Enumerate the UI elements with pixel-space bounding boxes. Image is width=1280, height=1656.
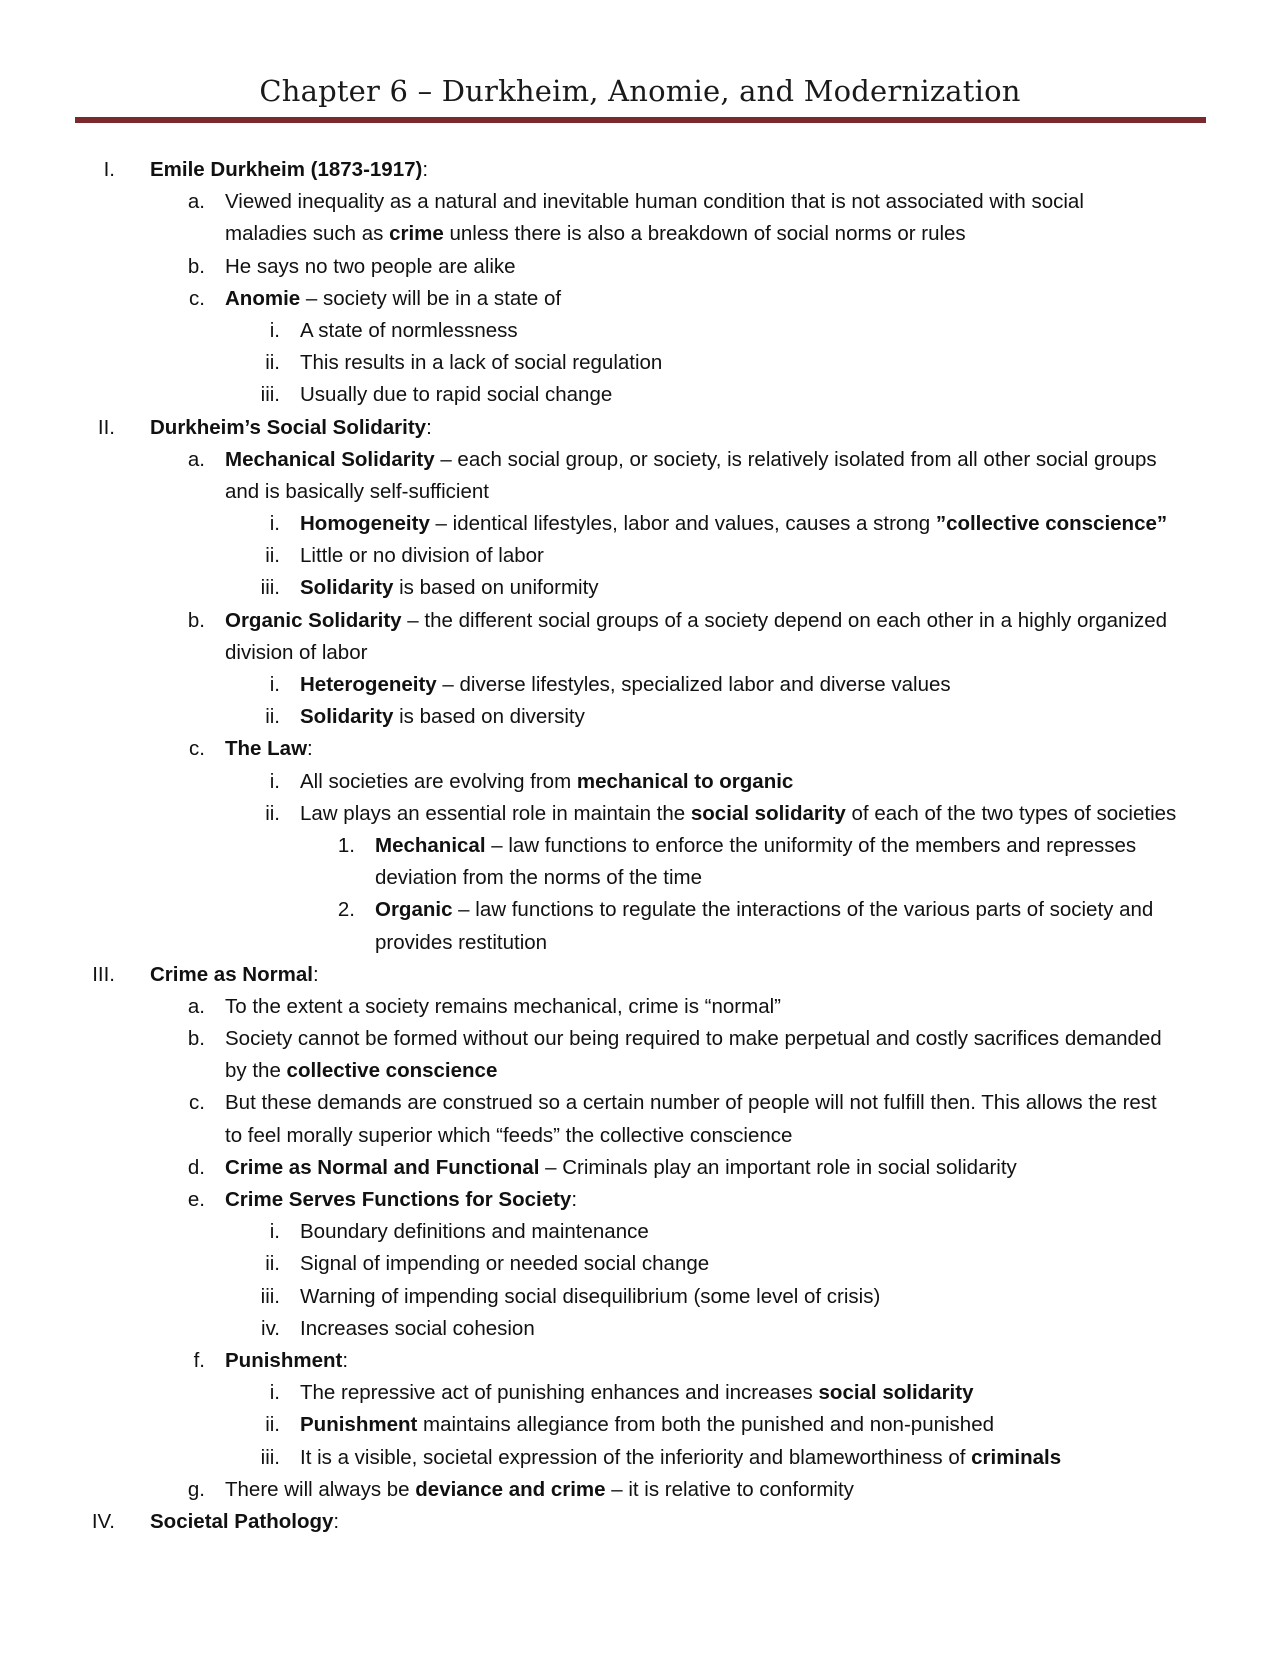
outline-marker: c. (189, 737, 205, 761)
text-run: : (307, 737, 313, 761)
text-run: – Criminals play an important role in social solidarity (539, 1155, 1017, 1179)
text-run: and is basically self-sufficient (225, 479, 489, 503)
outline-marker: iv. (261, 1316, 280, 1340)
outline-text (300, 379, 612, 411)
outline-item-level-3 (0, 1248, 1280, 1280)
outline-item-level-1 (0, 154, 1280, 186)
outline-marker: iii. (260, 576, 280, 600)
outline-marker: f. (193, 1348, 205, 1372)
text-run: – identical lifestyles, labor and values, causes a strong (429, 512, 936, 536)
outline-marker: II. (97, 415, 115, 439)
bold-term: crime (389, 222, 444, 246)
outline-marker: ii. (265, 351, 280, 375)
text-run: : (422, 158, 429, 181)
outline-text (375, 862, 702, 894)
text-run: But these demands are construed so a certain number of people will not fulfill then. This allows the rest (225, 1091, 1157, 1115)
outline-text (225, 605, 1167, 637)
outline-item-level-2 (0, 991, 1280, 1023)
outline-marker: b. (187, 608, 205, 632)
bold-term: Durkheim’s Social Solidarity (150, 415, 427, 439)
outline-text (150, 959, 319, 991)
outline-item-level-2 (0, 186, 1280, 218)
outline-item-level-3 (0, 315, 1280, 347)
outline-item-level-3 (0, 347, 1280, 379)
text-run: Signal of impending or needed social change (300, 1252, 710, 1276)
outline-text (225, 1474, 854, 1506)
bold-term: ”collective conscience” (935, 512, 1168, 536)
outline-text (300, 1248, 709, 1280)
outline-text (300, 1409, 994, 1441)
outline-marker: i. (269, 1220, 280, 1244)
outline-marker: ii. (265, 801, 280, 825)
outline-marker: III. (92, 962, 115, 986)
outline-marker: a. (187, 190, 205, 214)
text-run: All societies are evolving from (300, 769, 577, 793)
outline-item-level-2 (0, 1152, 1280, 1184)
text-run: by the (225, 1059, 287, 1083)
text-run: Warning of impending social disequilibrium (some level of crisis) (300, 1284, 881, 1308)
outline-item-level-4 (0, 830, 1280, 862)
outline-text (300, 1281, 880, 1313)
outline-text (225, 251, 516, 283)
outline-text (225, 218, 966, 250)
outline-marker: c. (189, 1091, 205, 1115)
outline-text (150, 1506, 339, 1538)
outline-marker: ii. (265, 1252, 280, 1276)
outline-item-level-3 (0, 1377, 1280, 1409)
bold-term: Heterogeneity (300, 673, 437, 696)
outline-item-level-4 (0, 894, 1280, 926)
outline-line-continuation (0, 1055, 1280, 1087)
bold-term: The Law (225, 737, 308, 761)
bold-term: Crime as Normal (150, 962, 313, 986)
text-run: : (342, 1348, 349, 1372)
outline-text (300, 347, 662, 379)
text-run: Viewed inequality as a natural and inevitable human condition that is not associated with social (225, 190, 1084, 214)
outline-text (300, 572, 599, 604)
text-run: is based on uniformity (393, 576, 599, 600)
outline-item-level-2 (0, 1474, 1280, 1506)
outline-marker: iii. (260, 383, 280, 407)
outline-marker: i. (269, 673, 280, 696)
text-run: Boundary definitions and maintenance (300, 1220, 649, 1244)
outline-item-level-1 (0, 959, 1280, 991)
outline-item-level-3 (0, 701, 1280, 733)
outline-text (150, 412, 432, 444)
outline-text (300, 1313, 535, 1345)
outline-item-level-2 (0, 1023, 1280, 1055)
bold-term: Punishment (300, 1413, 418, 1437)
text-run: – law functions to regulate the interactions of the various parts of society and (452, 898, 1154, 922)
text-run: – diverse lifestyles, specialized labor and diverse values (436, 673, 951, 696)
text-run: maintains allegiance from both the punished and non-punished (417, 1413, 995, 1437)
outline-marker: a. (187, 994, 205, 1018)
text-run: to feel morally superior which “feeds” the collective conscience (225, 1123, 793, 1147)
bold-term: Organic Solidarity (225, 608, 402, 632)
outline-item-level-3 (0, 1281, 1280, 1313)
title-divider (75, 117, 1206, 123)
outline-text (225, 283, 561, 315)
outline-item-level-2 (0, 733, 1280, 765)
outline-text (300, 798, 1176, 830)
text-run: division of labor (225, 640, 368, 664)
bold-term: Crime Serves Functions for Society (225, 1188, 572, 1211)
outline-marker: i. (269, 318, 280, 342)
outline-item-level-3 (0, 669, 1280, 701)
outline-text (225, 476, 489, 508)
text-run: Society cannot be formed without our being required to make perpetual and costly sacrifices demanded (225, 1027, 1162, 1051)
outline-marker: e. (187, 1188, 205, 1211)
outline-text (150, 154, 428, 186)
outline-text (225, 1087, 1157, 1119)
text-run: : (333, 1509, 340, 1533)
bold-term: Anomie (225, 286, 301, 310)
outline-text (375, 894, 1153, 926)
page-title: Chapter 6 – Durkheim, Anomie, and Modernization (259, 74, 1021, 108)
text-run: – each social group, or society, is relatively isolated from all other social groups (434, 447, 1157, 471)
text-run: Increases social cohesion (300, 1316, 535, 1340)
outline-text (225, 1120, 792, 1152)
outline-item-level-3 (0, 1409, 1280, 1441)
outline-list (0, 154, 1280, 1538)
outline-text (300, 1442, 1061, 1474)
outline-item-level-3 (0, 798, 1280, 830)
outline-line-continuation (0, 476, 1280, 508)
outline-item-level-1 (0, 1506, 1280, 1538)
text-run: This results in a lack of social regulation (300, 351, 663, 375)
outline-text (300, 540, 544, 572)
text-run: provides restitution (375, 930, 548, 954)
outline-text (225, 1345, 348, 1377)
text-run: unless there is also a breakdown of social norms or rules (443, 222, 966, 246)
outline-item-level-3 (0, 572, 1280, 604)
outline-item-level-3 (0, 1216, 1280, 1248)
bold-term: social solidarity (818, 1381, 974, 1405)
outline-item-level-2 (0, 1184, 1280, 1216)
bold-term: Mechanical (375, 833, 486, 857)
text-run: Usually due to rapid social change (300, 383, 613, 407)
bold-term: Mechanical Solidarity (225, 447, 435, 471)
outline-marker: d. (187, 1155, 205, 1179)
text-run: Little or no division of labor (300, 544, 544, 568)
outline-marker: ii. (265, 1413, 280, 1437)
text-run: A state of normlessness (300, 318, 518, 342)
outline-item-level-1 (0, 412, 1280, 444)
text-run: : (571, 1188, 578, 1211)
outline-line-continuation (0, 637, 1280, 669)
bold-term: criminals (971, 1445, 1062, 1469)
bold-term: Societal Pathology (150, 1509, 334, 1533)
outline-text (375, 927, 547, 959)
text-run: – law functions to enforce the uniformity of the members and represses (485, 833, 1137, 857)
outline-marker: IV. (91, 1509, 115, 1533)
outline-item-level-2 (0, 1087, 1280, 1119)
bold-term: Organic (375, 898, 453, 922)
text-run: : (426, 415, 432, 439)
outline-marker: ii. (265, 705, 280, 729)
text-run: The repressive act of punishing enhances and increases (300, 1381, 819, 1405)
outline-marker: c. (189, 286, 205, 310)
outline-marker: a. (187, 447, 205, 471)
outline-item-level-2 (0, 283, 1280, 315)
outline-item-level-2 (0, 1345, 1280, 1377)
outline-marker: iii. (260, 1445, 280, 1469)
outline-item-level-2 (0, 605, 1280, 637)
outline-item-level-3 (0, 508, 1280, 540)
outline-text (225, 1055, 497, 1087)
bold-term: Homogeneity (300, 512, 430, 536)
outline-text (300, 701, 585, 733)
text-run: – the different social groups of a society depend on each other in a highly organized (401, 608, 1168, 632)
outline-item-level-2 (0, 444, 1280, 476)
bold-term: mechanical to organic (576, 769, 794, 793)
text-run: It is a visible, societal expression of the inferiority and blameworthiness of (300, 1445, 972, 1469)
outline-marker: b. (187, 1027, 205, 1051)
outline-text (225, 444, 1157, 476)
bold-term: Solidarity (300, 576, 394, 600)
outline-marker: 2. (337, 898, 355, 922)
outline-marker: I. (103, 158, 115, 181)
outline-marker: 1. (337, 833, 355, 857)
outline-line-continuation (0, 1120, 1280, 1152)
outline-marker: b. (187, 254, 205, 278)
outline-line-continuation (0, 927, 1280, 959)
bold-term: Punishment (225, 1348, 343, 1372)
outline-text (300, 1216, 649, 1248)
outline-text (225, 1152, 1017, 1184)
outline-item-level-3 (0, 1313, 1280, 1345)
bold-term: Crime as Normal and Functional (225, 1155, 540, 1179)
outline-text (375, 830, 1136, 862)
outline-marker: g. (187, 1477, 205, 1501)
outline-line-continuation (0, 218, 1280, 250)
outline-text (300, 669, 951, 701)
outline-line-continuation (0, 862, 1280, 894)
outline-text (300, 766, 793, 798)
outline-item-level-2 (0, 251, 1280, 283)
outline-item-level-3 (0, 540, 1280, 572)
text-run: – it is relative to conformity (605, 1477, 854, 1501)
text-run: To the extent a society remains mechanical, crime is “normal” (225, 994, 781, 1018)
outline-text (300, 315, 518, 347)
bold-term: Emile Durkheim (1873-1917) (150, 158, 423, 181)
outline-text (300, 508, 1167, 540)
text-run: of each of the two types of societies (845, 801, 1177, 825)
outline-text (225, 733, 313, 765)
outline-marker: i. (269, 512, 280, 536)
text-run: Law plays an essential role in maintain the (300, 801, 691, 825)
outline-item-level-3 (0, 766, 1280, 798)
outline-text (300, 1377, 973, 1409)
text-run: deviation from the norms of the time (375, 866, 703, 890)
bold-term: collective conscience (286, 1059, 498, 1083)
text-run: There will always be (225, 1477, 416, 1501)
outline-text (225, 186, 1084, 218)
outline-marker: ii. (265, 544, 280, 568)
outline-marker: i. (269, 769, 280, 793)
outline-item-level-3 (0, 1442, 1280, 1474)
outline-text (225, 1184, 577, 1216)
text-run: He says no two people are alike (225, 254, 516, 278)
outline-text (225, 1023, 1162, 1055)
bold-term: social solidarity (690, 801, 846, 825)
text-run: maladies such as (225, 222, 390, 246)
bold-term: Solidarity (300, 705, 394, 729)
outline-marker: i. (269, 1381, 280, 1405)
outline-item-level-3 (0, 379, 1280, 411)
text-run: : (312, 962, 319, 986)
text-run: is based on diversity (393, 705, 585, 729)
outline-text (225, 637, 367, 669)
text-run: – society will be in a state of (300, 286, 562, 310)
outline-marker: iii. (260, 1284, 280, 1308)
outline-text (225, 991, 781, 1023)
bold-term: deviance and crime (415, 1477, 606, 1501)
